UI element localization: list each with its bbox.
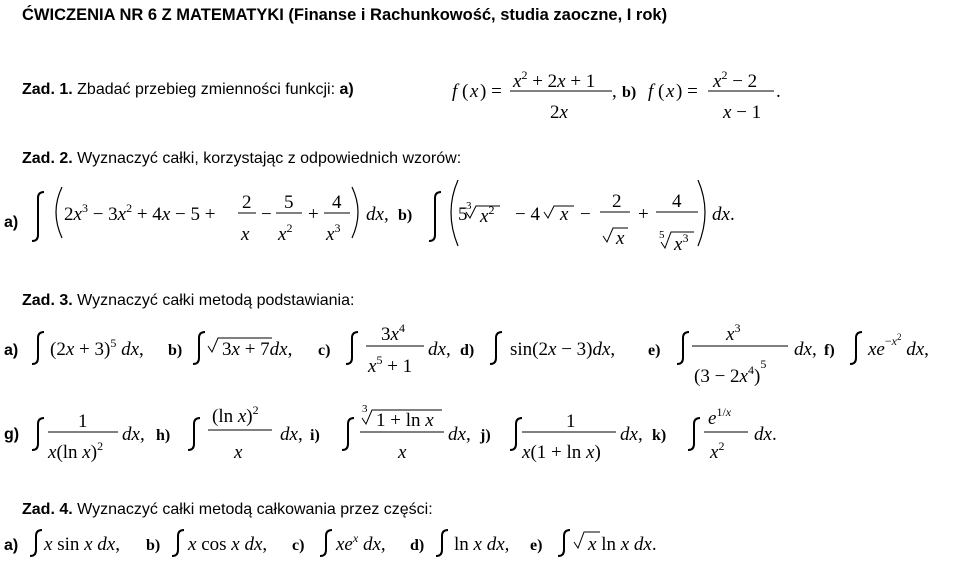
svg-text:.: . xyxy=(776,81,781,102)
zad3-formula-e xyxy=(677,321,817,387)
zad2-b-label: b) xyxy=(398,207,413,224)
svg-text:x2: $x^2$ xyxy=(710,439,725,463)
zad3-item-i: i) xyxy=(310,427,320,444)
svg-text:x2: $x^2$ xyxy=(278,221,293,245)
svg-text:5: 5 xyxy=(458,204,468,225)
zad4-formula-c xyxy=(320,530,386,556)
svg-text:3: 3 xyxy=(362,403,368,415)
svg-text:2: 2 xyxy=(242,192,252,213)
zad3-item-j: j) xyxy=(480,427,491,444)
svg-text:dx,: dx, xyxy=(448,424,471,445)
zad1-label: Zad. 1. xyxy=(22,81,73,98)
svg-text:xe−x2 dx,: $xe^-x^2$ dx, xyxy=(868,332,929,360)
zad1-formula-b xyxy=(648,68,781,123)
svg-text:(: ( xyxy=(462,81,469,102)
zad4-item-a: a) xyxy=(4,537,19,554)
zad3-formula-a xyxy=(32,332,144,364)
zad3-item-b: b) xyxy=(168,342,183,359)
svg-text:dx.: dx. xyxy=(754,424,777,445)
zad3-item-f: f) xyxy=(824,342,835,359)
svg-text:x(1 + ln x): x(1 + ln x) xyxy=(522,442,601,463)
zad3-item-c: c) xyxy=(318,342,331,359)
svg-text:ln x dx,: ln x dx, xyxy=(454,534,510,555)
zad4-text: Wyznaczyć całki metodą całkowania przez części: xyxy=(77,501,433,518)
svg-text:x2 − 2: $x^2 - 2$ xyxy=(713,68,758,92)
page-title: ĆWICZENIA NR 6 Z MATEMATYKI (Finanse i Rachunkowość, studia zaoczne, I rok) xyxy=(22,6,668,24)
svg-text:sin(2x − 3)dx,: sin(2x − 3)dx, xyxy=(510,339,616,360)
svg-text:x3: $x^3$ xyxy=(326,221,341,245)
svg-text:x cos x dx,: x cos x dx, xyxy=(188,534,268,555)
svg-text:x: x xyxy=(241,224,250,245)
svg-text:x5 + 1: $x^5 + 1$ xyxy=(368,353,413,377)
zad1-formula-a xyxy=(452,68,617,123)
zad1-text: Zbadać przebieg zmienności funkcji: xyxy=(77,81,336,98)
svg-text:x2: $x^2$ xyxy=(480,203,495,227)
svg-text:3x4: $3x^4$ xyxy=(381,321,405,345)
svg-text:−: − xyxy=(261,204,272,225)
svg-text:x ln x dx.: x ln x dx. xyxy=(588,534,657,555)
zad3-formula-k xyxy=(688,405,777,463)
svg-text:x3: $x^3$ xyxy=(674,231,689,255)
svg-text:x: x xyxy=(398,442,407,463)
svg-text:x: x xyxy=(666,81,675,102)
svg-text:dx,: dx, xyxy=(366,204,389,225)
zad2-text: Wyznaczyć całki, korzystając z odpowiednich wzorów: xyxy=(77,150,462,167)
zad3-formula-h xyxy=(188,403,303,463)
zad3-item-a: a) xyxy=(4,342,19,359)
svg-text:(ln x)2: (ln x)$^2$ xyxy=(212,403,259,427)
zad4-formula-b xyxy=(172,530,267,556)
svg-text:1: 1 xyxy=(78,411,88,432)
svg-text:+: + xyxy=(638,204,649,225)
svg-text:dx,: dx, xyxy=(794,339,817,360)
zad4-item-e: e) xyxy=(530,537,543,554)
svg-text:−: − xyxy=(580,204,591,225)
svg-text:3x + 7dx,: 3x + 7dx, xyxy=(222,339,293,360)
svg-text:xex dx,: $xe^x$ dx, xyxy=(336,531,386,555)
svg-text:x − 1: x − 1 xyxy=(723,102,762,123)
svg-text:2x3 − 3x2 + 4x − 5 +: $2x^3 - 3x^2 + 4x - 5$ + xyxy=(64,201,216,225)
zad2-label: Zad. 2. xyxy=(22,150,73,167)
zad2-formula-a xyxy=(32,187,389,245)
svg-text:1 + ln x: 1 + ln x xyxy=(376,410,434,431)
zad4-item-c: c) xyxy=(292,537,305,554)
svg-text:x: x xyxy=(470,81,479,102)
zad3-formula-c xyxy=(346,321,451,377)
zad1-b-label: b) xyxy=(622,84,637,101)
svg-text:e1/x: $e^{1/}x$ xyxy=(708,405,732,429)
svg-text:x: x xyxy=(560,204,569,225)
svg-text:(: ( xyxy=(658,81,665,102)
svg-text:dx.: dx. xyxy=(712,204,735,225)
svg-text:dx,: dx, xyxy=(122,424,145,445)
svg-text:2: 2 xyxy=(612,191,622,212)
zad3-formula-j xyxy=(510,411,643,463)
zad4-label: Zad. 4. xyxy=(22,501,73,518)
svg-text:) =: ) = xyxy=(676,81,698,102)
zad1-fa-numerator: $x^2 + 2x + 1$ xyxy=(513,68,596,92)
svg-text:5: 5 xyxy=(659,229,665,241)
svg-text:f: f xyxy=(648,81,654,102)
svg-text:x: x xyxy=(616,228,625,249)
svg-text:x: x xyxy=(234,442,243,463)
svg-text:(2x + 3)5 dx,: $(2x + 3)^5$ dx, xyxy=(50,336,144,360)
svg-text:f: f xyxy=(452,81,458,102)
svg-text:dx,: dx, xyxy=(280,424,303,445)
zad3-item-e: e) xyxy=(648,342,661,359)
svg-text:4: 4 xyxy=(332,192,342,213)
zad1-fa-denominator: 2x xyxy=(550,102,568,123)
zad3-item-g: g) xyxy=(4,426,20,443)
zad3-formula-b xyxy=(193,332,292,364)
svg-text:dx,: dx, xyxy=(428,339,451,360)
svg-text:x(ln x)2: x(ln x)$^2$ xyxy=(48,439,104,463)
zad3-item-k: k) xyxy=(652,427,667,444)
svg-text:) =: ) = xyxy=(480,81,502,102)
svg-text:4: 4 xyxy=(672,191,682,212)
svg-text:x3: $x^3$ xyxy=(726,321,741,345)
svg-text:3: 3 xyxy=(466,200,472,212)
zad4-item-b: b) xyxy=(146,537,161,554)
zad3-formula-f xyxy=(850,332,929,364)
svg-text:,: , xyxy=(612,81,617,102)
zad3-item-h: h) xyxy=(156,427,171,444)
zad4-formula-a xyxy=(30,530,120,556)
svg-text:+: + xyxy=(308,204,319,225)
zad3-formula-i xyxy=(342,403,471,463)
svg-text:dx,: dx, xyxy=(620,424,643,445)
zad2-formula-b xyxy=(429,180,735,255)
zad3-formula-g xyxy=(32,411,145,463)
zad3-text: Wyznaczyć całki metodą podstawiania: xyxy=(77,292,355,309)
svg-text:(3 − 2x4)5: $(3 - 2x^4)^5$ xyxy=(694,357,767,387)
zad3-formula-d xyxy=(490,332,615,364)
zad1-a-label: a) xyxy=(339,81,354,98)
svg-text:− 4: − 4 xyxy=(515,204,540,225)
zad2-a-label: a) xyxy=(4,214,19,231)
zad3-label: Zad. 3. xyxy=(22,292,73,309)
svg-text:1: 1 xyxy=(566,411,576,432)
zad3-item-d: d) xyxy=(460,342,475,359)
zad4-item-d: d) xyxy=(410,537,425,554)
zad4-formula-e xyxy=(558,530,657,556)
svg-text:x sin x dx,: x sin x dx, xyxy=(44,534,120,555)
svg-text:5: 5 xyxy=(284,192,294,213)
zad4-formula-d xyxy=(436,530,509,556)
